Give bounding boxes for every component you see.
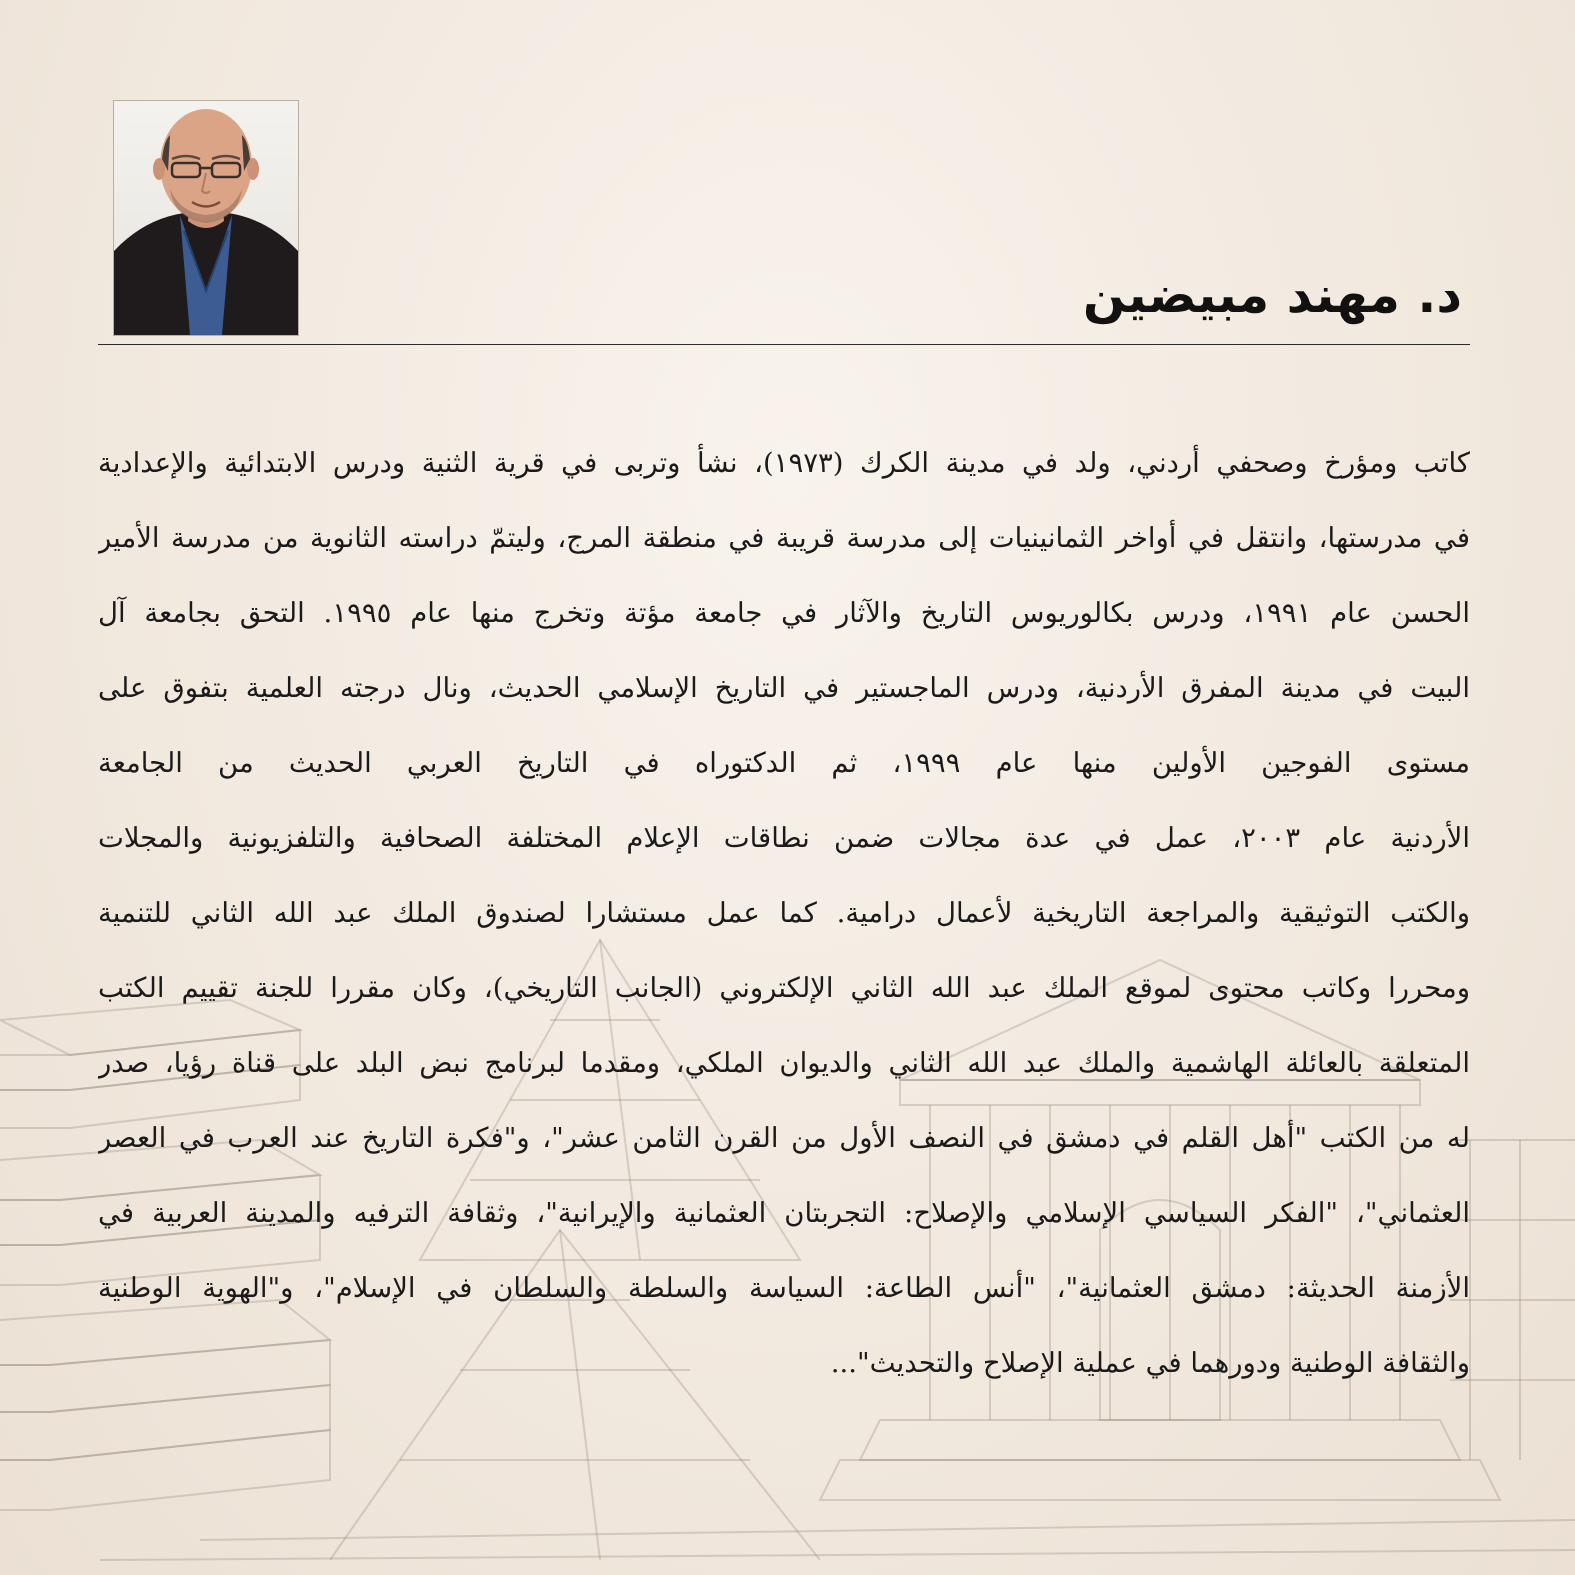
bio-line: ومحررا وكاتب محتوى لموقع الملك عبد الله الثاني الإلكتروني (الجانب التاريخي)، وكان مقررا للجنة تقييم الكتب <box>98 972 1470 1004</box>
bio-line: في مدرستها، وانتقل في أواخر الثمانينيات إلى مدرسة قريبة في منطقة المرج، وليتمّ دراسته الثانوية من مدرسة الأمير <box>98 522 1470 554</box>
bio-line: له من الكتب "أهل القلم في دمشق في النصف الأول من القرن الثامن عشر"، و"فكرة التاريخ عند العرب في العصر <box>98 1122 1470 1154</box>
author-portrait-icon <box>114 101 298 335</box>
bio-line: والكتب التوثيقية والمراجعة التاريخية لأعمال درامية. كما عمل مستشارا لصندوق الملك عبد الله الثاني للتنمية <box>98 897 1470 929</box>
bio-line: كاتب ومؤرخ وصحفي أردني، ولد في مدينة الكرك (١٩٧٣)، نشأ وتربى في قرية الثنية ودرس الابتدائية والإعدادية <box>98 447 1470 479</box>
bio-line: والثقافة الوطنية ودورهما في عملية الإصلاح والتحديث"... <box>830 1347 1470 1379</box>
author-photo <box>113 100 299 336</box>
bio-line: الأردنية عام ٢٠٠٣، عمل في عدة مجالات ضمن نطاقات الإعلام المختلفة الصحافية والتلفزيونية والمجلات <box>98 822 1470 854</box>
bio-line: الأزمنة الحديثة: دمشق العثمانية"، "أنس الطاعة: السياسة والسلطة والسلطان في الإسلام"، و"الهوية الوطنية <box>98 1272 1470 1304</box>
bio-line: المتعلقة بالعائلة الهاشمية والملك عبد الله الثاني والديوان الملكي، ومقدما لبرنامج نبض البلد على قناة رؤيا، صدر <box>98 1047 1470 1079</box>
bio-line: الحسن عام ١٩٩١، ودرس بكالوريوس التاريخ والآثار في جامعة مؤتة وتخرج منها عام ١٩٩٥. التحق بجامعة آل <box>98 597 1470 629</box>
bio-line: مستوى الفوجين الأولين منها عام ١٩٩٩، ثم الدكتوراه في التاريخ العربي الحديث من الجامعة <box>98 747 1470 779</box>
title-divider <box>98 344 1470 345</box>
author-name: د. مهند مبيضين <box>1082 266 1462 324</box>
bio-line: العثماني"، "الفكر السياسي الإسلامي والإصلاح: التجربتان العثمانية والإيرانية"، وثقافة الترفيه والمدينة العربية في <box>98 1197 1470 1229</box>
author-biography <box>98 426 1470 1401</box>
bio-line: البيت في مدينة المفرق الأردنية، ودرس الماجستير في التاريخ الإسلامي الحديث، ونال درجته العلمية بتفوق على <box>98 672 1470 704</box>
